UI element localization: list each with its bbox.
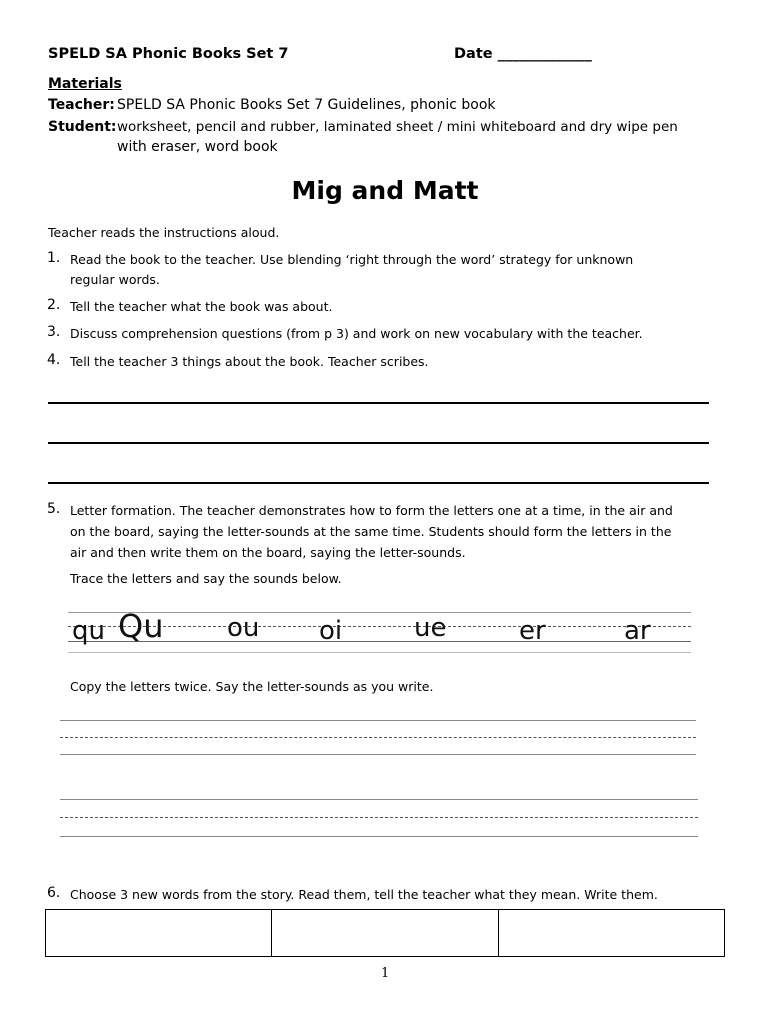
copy-line-2-mid[interactable] [60, 817, 698, 818]
step-6-number: 6. [47, 885, 61, 901]
page-number: 1 [381, 966, 390, 981]
trace-letters-ue: ue [414, 613, 447, 643]
trace-letters-ou: ou [227, 613, 260, 643]
materials-heading: Materials [48, 76, 122, 92]
step-4-number: 4. [47, 352, 61, 368]
series-title: SPELD SA Phonic Books Set 7 [48, 46, 289, 62]
copy-line-2-top[interactable] [60, 799, 698, 800]
copy-line-1-base[interactable] [60, 754, 696, 755]
step-2-text: Tell the teacher what the book was about. [70, 299, 333, 314]
new-words-table [45, 909, 725, 957]
date-field: Date _____________ [454, 46, 592, 62]
step-1-text-cont: regular words. [70, 272, 160, 287]
page-title: Mig and Matt [291, 176, 479, 205]
writing-line-2[interactable] [48, 442, 709, 444]
step-5-text-line2: on the board, saying the letter-sounds at the same time. Students should form the letters in the [70, 524, 672, 539]
step-3-number: 3. [47, 324, 61, 340]
copy-line-2-base[interactable] [60, 836, 698, 837]
teacher-label: Teacher: [48, 97, 115, 113]
copy-instruction: Copy the letters twice. Say the letter-sounds as you write. [70, 679, 434, 694]
step-2-number: 2. [47, 297, 61, 313]
new-word-box-1[interactable] [46, 910, 272, 957]
step-4-text: Tell the teacher 3 things about the book. Teacher scribes. [70, 354, 429, 369]
trace-letters-qu: qu [72, 616, 105, 646]
trace-bottom-line [68, 652, 691, 653]
copy-line-1-top[interactable] [60, 720, 696, 721]
new-word-box-3[interactable] [498, 910, 724, 957]
step-3-text: Discuss comprehension questions (from p 3) and work on new vocabulary with the teacher. [70, 326, 643, 341]
student-materials-line1: worksheet, pencil and rubber, laminated sheet / mini whiteboard and dry wipe pen [117, 119, 678, 135]
copy-line-1-mid[interactable] [60, 737, 696, 738]
trace-instruction: Trace the letters and say the sounds below. [70, 571, 342, 586]
student-materials-line2: with eraser, word book [117, 139, 278, 155]
new-word-box-2[interactable] [272, 910, 498, 957]
student-label: Student: [48, 119, 117, 135]
trace-letters-oi: oi [319, 616, 343, 646]
step-1-number: 1. [47, 250, 61, 266]
step-5-text-line1: Letter formation. The teacher demonstrates how to form the letters one at a time, in the air and [70, 503, 673, 518]
teacher-materials: SPELD SA Phonic Books Set 7 Guidelines, phonic book [117, 97, 496, 113]
step-6-text: Choose 3 new words from the story. Read them, tell the teacher what they mean. Write them. [70, 887, 658, 902]
trace-letters-Qu: Qu [118, 607, 164, 645]
writing-line-3[interactable] [48, 482, 709, 484]
writing-line-1[interactable] [48, 402, 709, 404]
intro-text: Teacher reads the instructions aloud. [48, 225, 280, 240]
step-1-text: Read the book to the teacher. Use blending ‘right through the word’ strategy for unknown [70, 252, 634, 267]
step-5-number: 5. [47, 501, 61, 517]
trace-letters-ar: ar [624, 616, 651, 646]
trace-letters-er: er [519, 616, 546, 646]
step-5-text-line3: air and then write them on the board, saying the letter-sounds. [70, 545, 466, 560]
